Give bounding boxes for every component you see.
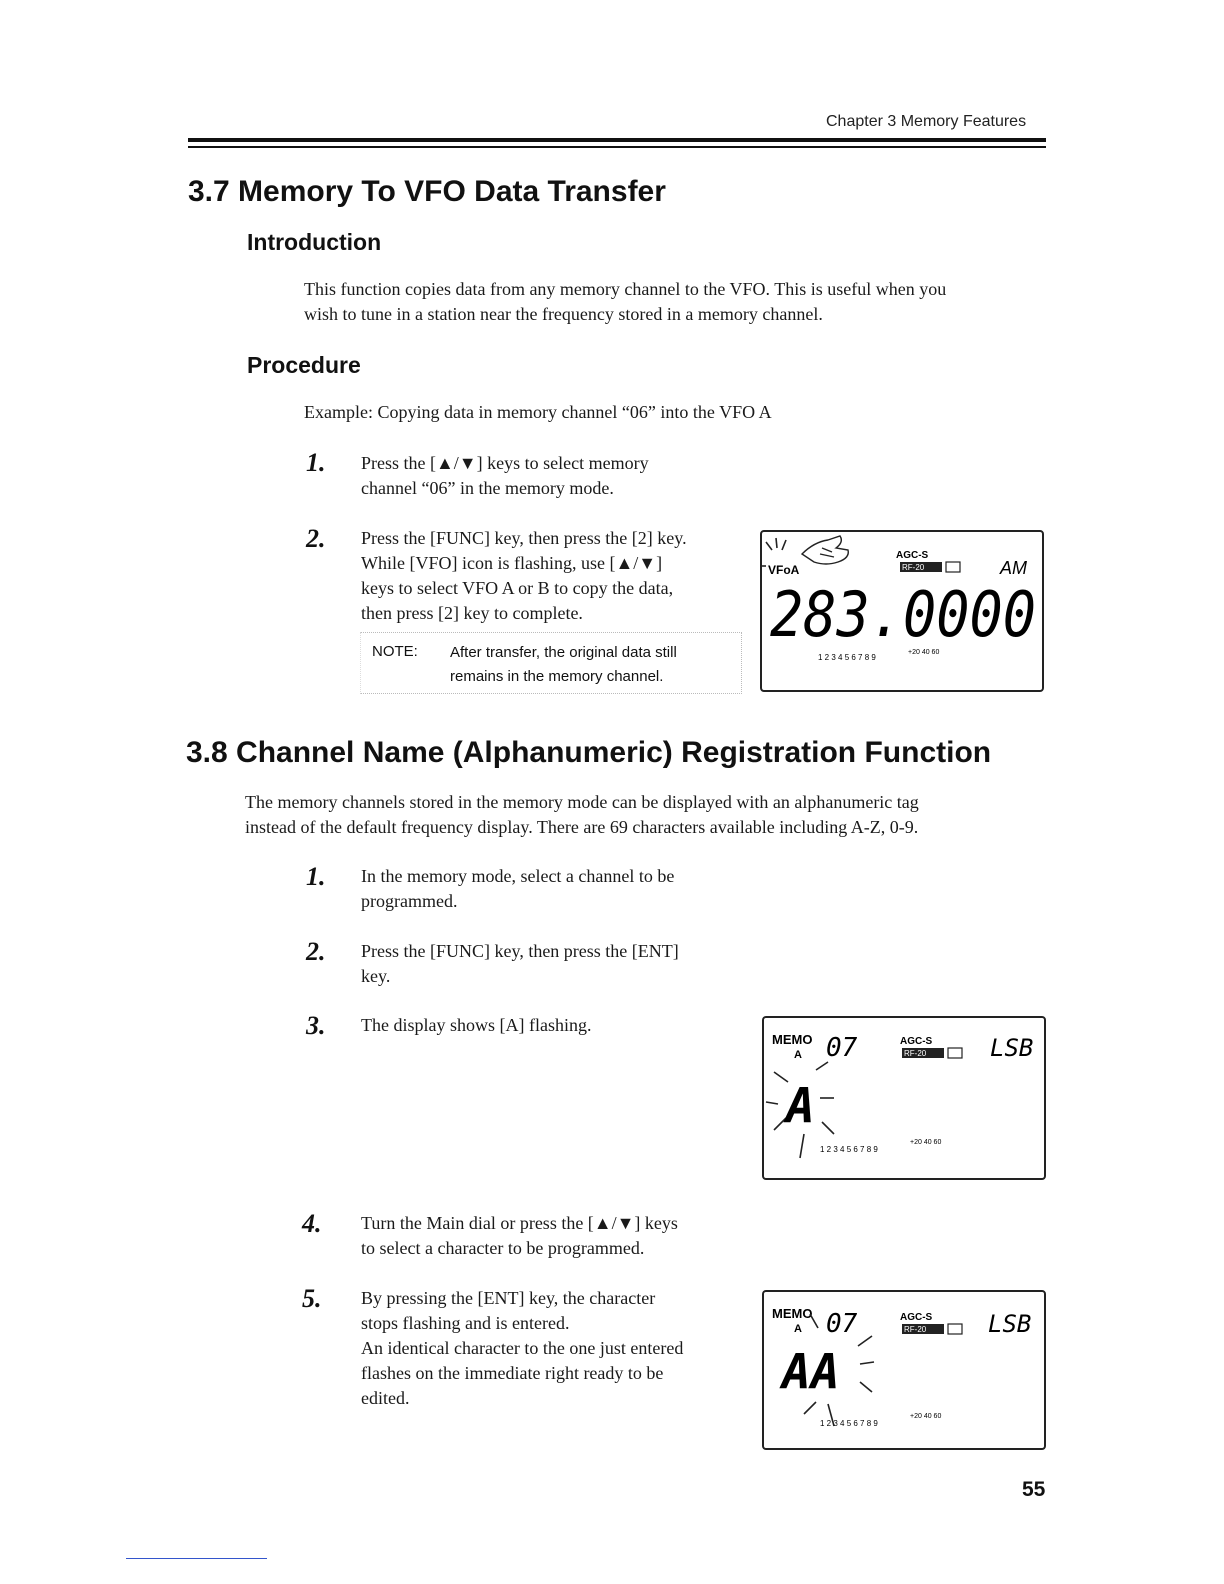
step-number: 2. bbox=[306, 524, 326, 553]
step-text: to select a character to be programmed. bbox=[361, 1238, 645, 1258]
signal-scale: 1 2 3 4 5 6 7 8 9 bbox=[820, 1419, 878, 1428]
step-number: 3. bbox=[306, 1011, 326, 1040]
section-3-8-para-line-1: The memory channels stored in the memory mode can be displayed with an alphanumeric tag bbox=[245, 792, 919, 812]
lcd-display-memo-a bbox=[762, 1016, 1046, 1180]
note-label: NOTE: bbox=[372, 643, 418, 660]
introduction-heading: Introduction bbox=[247, 229, 382, 255]
channel-number: 07 bbox=[826, 1309, 858, 1339]
hand-pointer-icon bbox=[802, 536, 848, 564]
step-text: edited. bbox=[361, 1388, 410, 1408]
step-text: By pressing the [ENT] key, the character bbox=[361, 1288, 656, 1308]
section-3-7-title: 3.7 Memory To VFO Data Transfer bbox=[188, 175, 666, 208]
frequency-readout: 283.0000 bbox=[770, 578, 1036, 651]
step-text: An identical character to the one just entered bbox=[361, 1338, 684, 1358]
section-3-8-para-line-2: instead of the default frequency display. There are 69 characters available including A-Z, 0-9. bbox=[245, 817, 919, 837]
step-text: Press the [▲/▼] keys to select memory bbox=[361, 453, 649, 473]
chapter-header: Chapter 3 Memory Features bbox=[826, 113, 1027, 130]
note-line-2: remains in the memory channel. bbox=[450, 668, 664, 685]
signal-scale-plus: +20 40 60 bbox=[908, 649, 940, 656]
flash-marks-icon bbox=[762, 538, 786, 566]
memo-sub-label: A bbox=[794, 1049, 802, 1061]
channel-number: 07 bbox=[826, 1033, 858, 1063]
mini-badge-icon bbox=[946, 562, 960, 572]
step-text: keys to select VFO A or B to copy the data, bbox=[361, 578, 674, 598]
step-number: 2. bbox=[306, 937, 326, 966]
mini-badge-icon bbox=[948, 1048, 962, 1058]
memo-label: MEMO bbox=[772, 1032, 813, 1047]
signal-scale-plus: +20 40 60 bbox=[910, 1413, 942, 1420]
signal-scale: 1 2 3 4 5 6 7 8 9 bbox=[820, 1145, 878, 1154]
section-3-8-title: 3.8 Channel Name (Alphanumeric) Registration Function bbox=[186, 736, 992, 769]
step-text: then press [2] key to complete. bbox=[361, 603, 583, 623]
step-number: 4. bbox=[302, 1209, 322, 1238]
step-text: The display shows [A] flashing. bbox=[361, 1015, 592, 1035]
character-readout: AA bbox=[782, 1344, 840, 1400]
intro-line-2: wish to tune in a station near the frequency stored in a memory channel. bbox=[304, 304, 823, 324]
step-text: While [VFO] icon is flashing, use [▲/▼] bbox=[361, 553, 663, 573]
lcd-memo-a-graphic bbox=[764, 1018, 1044, 1178]
intro-line-1: This function copies data from any memory channel to the VFO. This is useful when you bbox=[304, 279, 947, 299]
header-rule-thick bbox=[188, 138, 1046, 142]
rf-badge-text: RF-20 bbox=[904, 1049, 927, 1058]
agc-label: AGC-S bbox=[900, 1036, 933, 1047]
step-text: programmed. bbox=[361, 891, 458, 911]
signal-scale: 1 2 3 4 5 6 7 8 9 bbox=[818, 653, 876, 662]
header-rule-thin bbox=[188, 146, 1046, 148]
note-line-1: After transfer, the original data still bbox=[450, 644, 677, 661]
step-text: In the memory mode, select a channel to be bbox=[361, 866, 675, 886]
lcd-vfo-graphic bbox=[762, 532, 1042, 690]
step-text: flashes on the immediate right ready to be bbox=[361, 1363, 664, 1383]
step-text: channel “06” in the memory mode. bbox=[361, 478, 614, 498]
rf-badge-text: RF-20 bbox=[904, 1325, 927, 1334]
lcd-memo-aa-graphic bbox=[764, 1292, 1044, 1448]
step-number: 1. bbox=[306, 862, 326, 891]
step-text: Press the [FUNC] key, then press the [ENT] bbox=[361, 941, 679, 961]
vfo-label: VFoA bbox=[768, 563, 800, 577]
agc-label: AGC-S bbox=[896, 550, 929, 561]
step-number: 1. bbox=[306, 448, 326, 477]
step-number: 5. bbox=[302, 1284, 322, 1313]
step-text: key. bbox=[361, 966, 391, 986]
rf-badge-text: RF-20 bbox=[902, 563, 925, 572]
signal-scale-plus: +20 40 60 bbox=[910, 1139, 942, 1146]
step-text: Turn the Main dial or press the [▲/▼] keys bbox=[361, 1213, 678, 1233]
memo-label: MEMO bbox=[772, 1306, 813, 1321]
mini-badge-icon bbox=[948, 1324, 962, 1334]
mode-label: LSB bbox=[988, 1310, 1032, 1338]
step-text: Press the [FUNC] key, then press the [2] key. bbox=[361, 528, 687, 548]
step-text: stops flashing and is entered. bbox=[361, 1313, 570, 1333]
lcd-display-vfo bbox=[760, 530, 1044, 692]
character-readout: A bbox=[786, 1078, 815, 1134]
agc-label: AGC-S bbox=[900, 1312, 933, 1323]
memo-sub-label: A bbox=[794, 1323, 802, 1335]
mode-label: LSB bbox=[990, 1034, 1034, 1062]
page-number: 55 bbox=[1022, 1478, 1046, 1501]
example-text: Example: Copying data in memory channel “06” into the VFO A bbox=[304, 402, 772, 422]
lcd-display-memo-aa bbox=[762, 1290, 1046, 1450]
procedure-heading: Procedure bbox=[247, 352, 361, 378]
mode-label: AM bbox=[1000, 558, 1027, 578]
footer-rule bbox=[126, 1558, 267, 1559]
